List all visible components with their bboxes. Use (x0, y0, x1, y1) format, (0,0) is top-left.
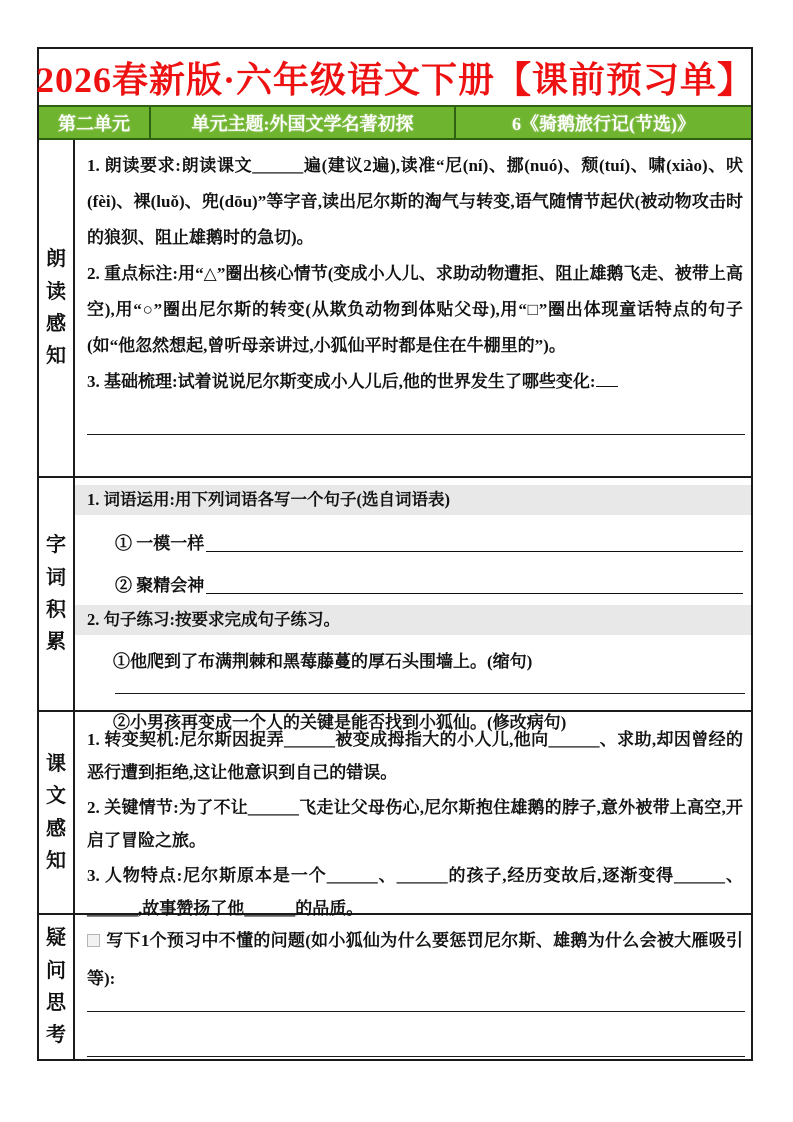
word-1-label: ① 一模一样 (115, 534, 205, 553)
answer-line (87, 1011, 745, 1012)
questions-content (75, 915, 751, 1059)
section-label-cell (39, 915, 75, 1059)
answer-line (115, 693, 745, 694)
reading-item-3-text: 3. 基础梳理:试着说说尼尔斯变成小人儿后,他的世界发生了哪些变化: (87, 372, 596, 391)
word-fill-row-1 (75, 515, 751, 557)
section-row-words (39, 476, 751, 732)
unit-theme: 单元主题:外国文学名著初探 (149, 107, 454, 138)
word-fill-row-2 (75, 557, 751, 599)
reading-content (75, 140, 751, 476)
sense-item-1: 1. 转变契机:尼尔斯因捉弄______被变成拇指大的小人儿,他向______、求助,却因曾经的恶行遭到拒绝,这让他意识到自己的错误。 (87, 730, 743, 782)
section-label-cell (39, 712, 75, 913)
words-item-2-header: 2. 句子练习:按要求完成句子练习。 (75, 605, 751, 635)
section-label-words: 字词积累 (46, 534, 66, 654)
answer-line (87, 434, 745, 435)
square-bullet-icon (87, 934, 100, 947)
blank-fill-line (206, 551, 743, 552)
blank-fill-line (206, 593, 743, 594)
sense-item-3: 3. 人物特点:尼尔斯原本是一个______、______的孩子,经历变故后,逐渐变得______、______,故事赞扬了他______的品质。 (87, 866, 743, 918)
question-prompt (75, 922, 751, 998)
unit-number: 第二单元 (58, 113, 130, 134)
reading-item-1: 1. 朗读要求:朗读课文______遍(建议2遍),读准“尼(ní)、挪(nuó)、颓(tuí)、啸(xiào)、吠(fèi)、裸(luǒ)、兜(dōu)”等字音,读出尼尔斯的淘气与转变,语气随情节起伏(被动物攻击时的狼狈、阻止雄鹅时的急切)。 (87, 156, 743, 247)
blank-stub-line (596, 385, 618, 387)
reading-item-3 (75, 364, 751, 400)
words-content (75, 478, 751, 732)
sense-content (75, 712, 751, 918)
sentence-exercise-1: ①他爬到了布满荆棘和黑莓藤蔓的厚石头围墙上。(缩句) (113, 652, 533, 671)
question-prompt-text: 写下1个预习中不懂的问题(如小狐仙为什么要惩罚尼尔斯、雄鹅为什么会被大雁吸引等): (87, 931, 743, 988)
page-title: 2026春新版·六年级语文下册【课前预习单】 (36, 59, 755, 100)
words-item-1-header: 1. 词语运用:用下列词语各写一个句子(选自词语表) (75, 485, 751, 515)
section-row-reading (39, 140, 751, 476)
section-label-sense: 课文感知 (46, 752, 66, 872)
lesson-title: 6《骑鹅旅行记(节选)》 (454, 107, 751, 138)
section-row-sense (39, 710, 751, 918)
section-label-cell (39, 140, 75, 476)
reading-item-2: 2. 重点标注:用“△”圈出核心情节(变成小人儿、求助动物遭拒、阻止雄鹅飞走、被带上高空),用“○”圈出尼尔斯的转变(从欺负动物到体贴父母),用“□”圈出体现童话特点的句子(如“他忽然想起,曾听母亲讲过,小狐仙平时都是住在牛棚里的”)。 (87, 264, 743, 355)
sentence-exercise-2: ②小男孩再变成一个人的关键是能否找到小狐仙。(修改病句) (113, 713, 567, 732)
unit-bar (39, 105, 751, 140)
section-label-questions: 疑问思考 (46, 927, 66, 1047)
sense-item-2: 2. 关键情节:为了不让______飞走让父母伤心,尼尔斯抱住雄鹅的脖子,意外被带上高空,开启了冒险之旅。 (87, 798, 743, 850)
section-label-cell (39, 478, 75, 710)
section-row-questions (39, 913, 751, 1059)
section-label-reading: 朗读感知 (46, 248, 66, 368)
answer-line (87, 1056, 745, 1057)
word-2-label: ② 聚精会神 (115, 576, 205, 595)
worksheet-sheet (37, 47, 753, 1061)
